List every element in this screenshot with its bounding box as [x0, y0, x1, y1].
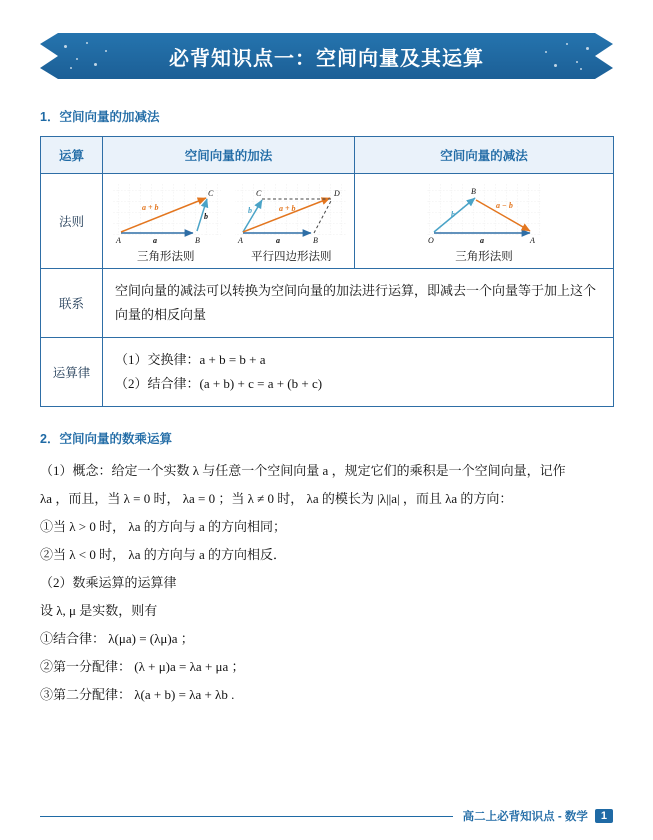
scalar-multiplication-body: [40, 458, 613, 708]
table-header-operation: 运算: [41, 137, 103, 174]
svg-text:B: B: [313, 235, 319, 245]
page-title: 必背知识点一：空间向量及其运算: [169, 47, 484, 70]
addition-parallelogram-svg: [231, 179, 351, 247]
scalar-line-4: ②当 λ < 0 时， λa 的方向与 a 的方向相反．: [40, 547, 286, 563]
svg-text:D: D: [334, 188, 341, 198]
footer-page-number: 1: [595, 809, 613, 823]
svg-text:a: a: [480, 235, 484, 245]
page-root: [0, 33, 653, 840]
banner-dots-right: [535, 33, 595, 79]
svg-text:a + b: a + b: [279, 203, 296, 213]
svg-text:b: b: [203, 211, 208, 221]
banner-dots-left: [58, 33, 118, 79]
svg-text:a + b: a + b: [141, 202, 159, 212]
scalar-line-7: ①结合律： λ(μa) = (λμ)a ；: [40, 631, 194, 647]
footer-label: 高二上必背知识点 - 数学: [462, 811, 588, 823]
section-heading-1: 1．空间向量的加减法: [40, 110, 160, 124]
svg-text:a: a: [276, 235, 281, 245]
page-footer: [40, 808, 613, 824]
svg-text:A: A: [238, 235, 244, 245]
scalar-line-9: ③第二分配律： λ(a + b) = λa + λb .: [40, 687, 235, 703]
laws-cell: [103, 338, 614, 407]
svg-text:b: b: [451, 209, 455, 219]
scalar-line-3: ①当 λ > 0 时， λa 的方向与 a 的方向相同；: [40, 519, 286, 535]
figure-addition-triangle: [103, 174, 229, 268]
row-label-laws: 运算律: [41, 338, 103, 407]
row-label-rule: 法则: [41, 174, 103, 269]
law-line-commutative: （1）交换律：a + b = b + a: [115, 352, 266, 368]
table-row-rule: [41, 174, 614, 269]
table-header-subtraction: 空间向量的减法: [355, 137, 614, 174]
svg-text:C: C: [256, 188, 262, 198]
section-heading-2: 2．空间向量的数乘运算: [40, 432, 172, 447]
svg-text:a − b: a − b: [496, 200, 513, 210]
table-header-addition: 空间向量的加法: [103, 137, 355, 174]
table-row-laws: [41, 338, 614, 407]
scalar-line-2: λa ，而且，当 λ = 0 时， λa = 0 ；当 λ ≠ 0 时， λa 的模长为 |λ||a| ，而且 λa 的方向：: [40, 491, 513, 507]
law-line-associative: （2）结合律：(a + b) + c = a + (b + c): [115, 376, 323, 392]
svg-text:b: b: [248, 205, 253, 215]
operations-table: [40, 136, 614, 407]
svg-text:B: B: [194, 235, 200, 245]
subtraction-figure-cell: [355, 174, 614, 269]
svg-text:A: A: [530, 235, 535, 245]
svg-text:O: O: [428, 235, 434, 245]
header-banner-wrap: [40, 33, 613, 79]
scalar-line-8: ②第一分配律： (λ + μ)a = λa + μa ；: [40, 659, 245, 675]
svg-text:C: C: [207, 188, 214, 198]
svg-text:A: A: [115, 235, 121, 245]
svg-text:B: B: [471, 186, 476, 196]
header-banner: [40, 33, 613, 79]
addition-figures-cell: [103, 174, 355, 269]
figure-addition-parallelogram: [229, 174, 355, 268]
footer-divider: [40, 816, 453, 817]
svg-text:a: a: [152, 235, 157, 245]
subtraction-triangle-svg: [418, 179, 550, 247]
caption-triangle-rule: 三角形法则: [137, 250, 195, 263]
relation-text: 空间向量的减法可以转换为空间向量的加法进行运算，即减去一个向量等于加上这个向量的相反向量: [103, 269, 614, 338]
scalar-line-5: （2）数乘运算的运算律: [40, 575, 177, 591]
caption-subtraction-triangle-rule: 三角形法则: [455, 250, 513, 263]
row-label-relation: 联系: [41, 269, 103, 338]
table-row-relation: [41, 269, 614, 338]
scalar-line-1: （1）概念：给定一个实数 λ 与任意一个空间向量 a ，规定它们的乘积是一个空间向量，记作: [40, 463, 566, 479]
addition-triangle-svg: [107, 179, 225, 247]
scalar-line-6: 设 λ, μ 是实数，则有: [40, 603, 158, 619]
figure-subtraction-triangle: [355, 174, 613, 268]
table-header-row: [41, 137, 614, 174]
caption-parallelogram-rule: 平行四边形法则: [251, 250, 332, 263]
